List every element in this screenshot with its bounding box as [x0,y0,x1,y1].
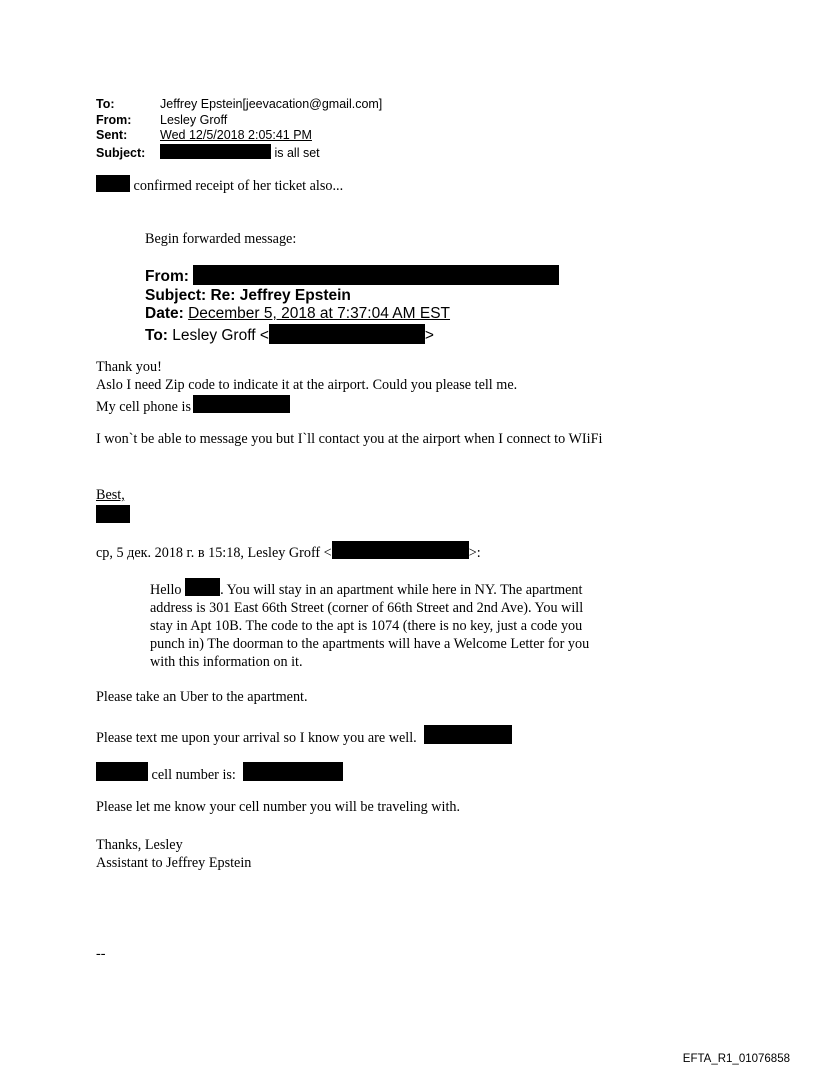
fwd-subject-label: Subject: [145,286,207,304]
redaction-block [424,725,512,744]
redaction-block [193,265,559,285]
from-row [96,113,382,129]
quoted-message [150,578,670,671]
redaction-block [96,762,148,781]
to-label: To: [96,97,115,111]
redaction-block [332,541,469,559]
fwd-date-label: Date: [145,305,184,323]
zip-line: Aslo I need Zip code to indicate it at the airport. Could you please tell me. [96,377,518,393]
redaction-block [96,505,130,523]
fwd-to-close: > [424,326,434,344]
subject-row [96,144,382,162]
quote-line-5: with this information on it. [150,654,303,670]
email-header [96,97,382,161]
quote-line [150,578,670,599]
fwd-from-row [145,265,559,287]
wifi-line: I won`t be able to message you but I`ll contact you at the airport when I connect to WIiFi [96,431,603,447]
text-me-line [96,725,512,748]
fwd-to-value: Lesley Groff < [172,326,269,344]
from-label: From: [96,112,132,127]
fwd-to-row [145,324,559,346]
document-id: EFTA_R1_01076858 [682,1053,790,1065]
redaction-block [96,175,130,192]
quote-line-3: stay in Apt 10B. The code to the apt is 1074 (there is no key, just a code you [150,618,583,634]
cell-number-line [96,762,343,785]
sent-label: Sent: [96,128,128,142]
fwd-date-row [145,305,559,324]
reply-header-text: ср, 5 дек. 2018 г. в 15:18, Lesley Groff < [96,545,332,561]
best: Best, [96,487,125,503]
traveling-line: Please let me know your cell number you will be traveling with. [96,799,461,815]
cell-number-text: cell number is: [151,767,236,783]
quote-line-2: address is 301 East 66th Street (corner of 66th Street and 2nd Ave). You will [150,600,584,616]
quote-line-1: . You will stay in an apartment while here in NY. The apartment [220,582,583,598]
reply-header-close: >: [468,545,481,561]
quote-hello: Hello [150,582,182,598]
to-row [96,97,382,113]
signature-line: Assistant to Jeffrey Epstein [96,855,252,871]
reply-header [96,541,481,563]
fwd-to-label: To: [145,326,168,344]
fwd-date-value: December 5, 2018 at 7:37:04 AM EST [188,305,451,323]
to-value: Jeffrey Epstein[jeevacation@gmail.com] [160,97,383,111]
fwd-subject-row [145,287,559,306]
sent-row [96,128,382,144]
from-value: Lesley Groff [160,112,228,127]
forwarded-header [145,265,559,345]
cell-line-text: My cell phone is [96,399,191,415]
intro-line [96,175,343,196]
uber-line: Please take an Uber to the apartment. [96,689,308,705]
redaction-block [185,578,220,596]
intro-text: confirmed receipt of her ticket also... [133,178,344,194]
redaction-block [243,762,343,781]
fwd-subject-value: Re: Jeffrey Epstein [210,286,351,304]
signature-dashes: -- [96,946,106,962]
fwd-from-label: From: [145,268,189,285]
redaction-block [193,395,290,413]
redaction-block [160,144,271,159]
subject-label: Subject: [96,145,146,160]
text-me-text: Please text me upon your arrival so I know you are well. [96,730,417,746]
redaction-block [269,324,425,344]
quote-line-4: punch in) The doorman to the apartments will have a Welcome Letter for you [150,636,590,652]
subject-value: is all set [274,145,320,160]
thank-you: Thank you! [96,359,162,375]
thanks-line: Thanks, Lesley [96,837,183,853]
sent-value: Wed 12/5/2018 2:05:41 PM [160,128,312,142]
cell-line [96,395,290,417]
begin-forwarded: Begin forwarded message: [145,231,297,247]
best-redaction [96,505,130,527]
